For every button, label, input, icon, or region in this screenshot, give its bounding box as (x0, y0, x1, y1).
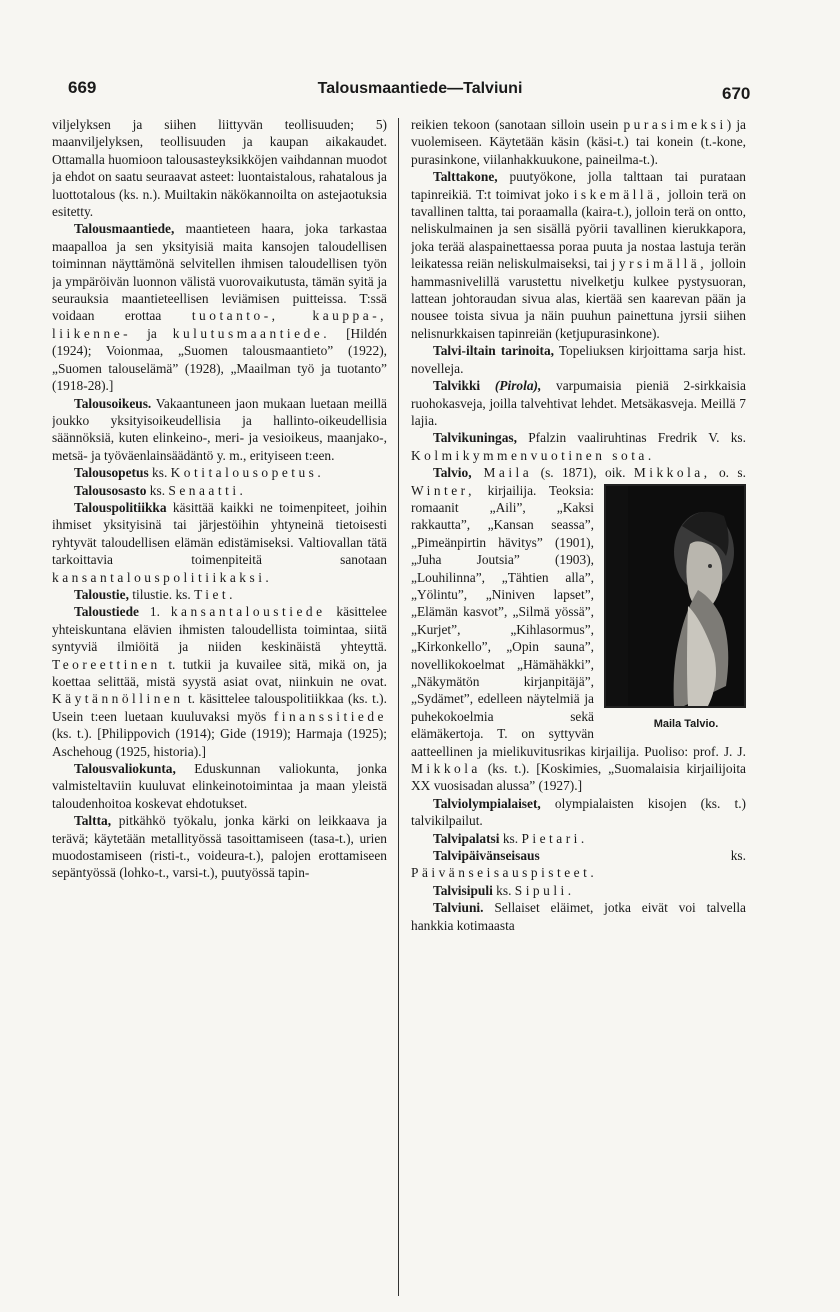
headword: Talvikuningas, (433, 430, 517, 446)
entry-continuation (411, 116, 746, 168)
entry-talvikki (411, 377, 746, 429)
headword: Talviolympialaiset, (433, 795, 541, 811)
entry-text: olympialaisten kisojen (ks. t.) talvikilpailut. (411, 795, 746, 829)
headword: Talousosasto (74, 482, 147, 498)
spaced-term: Mikkola, (633, 465, 711, 481)
entry-text: reikien tekoon (sanotaan silloin usein (411, 117, 624, 132)
cross-reference: Päivänseisauspisteet. (411, 865, 598, 881)
entry-text: Sellaiset eläimet, jotka eivät voi talvella hankkia kotimaasta (411, 900, 746, 933)
entry-talousvaliokunta (52, 760, 387, 812)
cross-reference: Sipuli. (514, 882, 575, 898)
entry-text: varpumaisia pieniä 2-sirkkaisia ruohokasveja, joilla talvehtivat lehdet. Metsäkasveja. Meillä 7 lajia. (411, 378, 746, 428)
entry-talvio (411, 464, 746, 795)
portrait-photo (604, 484, 746, 708)
entry-talousosasto (52, 482, 387, 499)
spaced-term: Maila (471, 465, 533, 481)
entry-talttakone (411, 168, 746, 342)
headword: Talousmaantiede, (74, 221, 175, 237)
entry-text: ks. (492, 882, 515, 898)
spaced-term: tuotanto-, kauppa-, liikenne- (52, 308, 387, 341)
entry-text: o. s. (710, 465, 746, 481)
headword: Talttakone, (433, 169, 498, 185)
headword: Talousvaliokunta, (74, 761, 176, 777)
entry-talousmaantiede (52, 220, 387, 394)
entry-talviolympialaiset (411, 795, 746, 830)
page-number-left: 669 (68, 78, 97, 97)
column-divider (398, 118, 399, 1296)
entry-text: ) ja vuolemiseen. Käytetään käsin (käsi-t.) tai konein (t.-kone, purasinkone, viilanhakkuukone, paineilma-t.). (411, 117, 746, 167)
entry-text: ks. (146, 482, 169, 498)
entry-text: käsittelee yhteiskuntana elävien ihmisten taloudellista toimintaa, siitä syntyviä ilmiöitä ja niiden keskinäistä yhteyttä. (52, 604, 387, 655)
portrait-caption: Maila Talvio. (653, 717, 719, 730)
entry-text: pitkähkö työkalu, jonka kärki on leikkaava ja terävä; käytetään metallityössä tasoittamiseen (tasa-t.), urien muodostamiseen (risti-t., voideura-t.), palojen erottamiseen sepäntyössä (lohko-t., varsi-t.), puutyössä tapin- (52, 813, 387, 881)
entry-text: ks. (539, 848, 746, 864)
spaced-term: Mikkola (411, 761, 481, 777)
spaced-term: purasimeksi (623, 117, 727, 132)
entry-text: puutyökone, jolla talttaan tai purataan tapinreikiä. T:t toimivat joko (411, 169, 746, 202)
headword: Talvikki (433, 378, 481, 394)
entry-text: kirjailija. Teoksia: romaanit „Aili”, „Kaksi rakkautta”, „Kansan seassa”, „Pimeänpirtin hävitys” (1901), „Juha Joutsia” (1903), „Louhilinna”, „Tähtien alla”, „Yölintu”, „Niniven lapset”, „Elämän kasvot”, „Silmä yössä”, „Kurjet”, „Kihlasormus”, „Kirkonkello”, „Opin sauna”, novellikokoelmat „Hämähäkki”, „Näkymätön kirjanpitäjä”, „Sydämet”, edelleen näytelmiä ja puhekokoelmia sekä elämäkertoja. T. on syttyvän aatteellinen ja mielikuvitusrikas kirjailija. Puoliso: prof. J. J. (411, 482, 746, 759)
cross-reference: Kolmikymmenvuotinen sota. (411, 447, 655, 463)
headword: Talousoikeus. (74, 395, 152, 411)
headword: Talousopetus (74, 465, 149, 481)
entry-talviuni (411, 899, 746, 934)
cross-reference: Tiet. (194, 586, 237, 602)
entry-text: jolloin terä on tavallinen taltta, tai poraamalla (kaira-t.), jolloin terä on ontto, neliskulmainen ja sen sisällä pyörii tavallinen kierukkapora, joka terää alaspainettaessa poraa puuta ja nostaa lastuja terän leikatessa reiän neliskulmaiseksi, tai (411, 186, 746, 272)
entry-taloustie (52, 586, 387, 603)
right-column (411, 116, 746, 1306)
cross-reference: Kotitalousopetus. (170, 465, 325, 481)
running-title: Talousmaantiede—Talviuni (317, 80, 523, 97)
headword: Talouspolitiikka (74, 499, 167, 515)
portrait-figure (604, 484, 746, 733)
entry-talousoikeus (52, 395, 387, 465)
spaced-term: Teoreettinen (52, 656, 161, 672)
portrait-image (628, 486, 746, 706)
headword: Taloustiede (74, 604, 139, 620)
entry-text: tilustie. ks. (128, 586, 195, 602)
entry-taloustiede (52, 603, 387, 760)
headword: Taloustie, (74, 586, 129, 602)
entry-text: 1. (138, 604, 171, 620)
headword: Talviuni. (433, 900, 484, 916)
spaced-term: jyrsimällä, (611, 256, 708, 272)
spaced-term: kansantaloustiede (170, 604, 326, 620)
entry-text: (ks. t.). [Philippovich (1914); Gide (1919); Harmaja (1925); Aschehoug (1925, historia).] (52, 726, 387, 759)
headword: Talvipalatsi (433, 830, 500, 846)
entry-continuation: viljelyksen ja siihen liittyvän teollisuuden; 5) maanviljelyksen, teollisuuden ja kaupan aikakaudet. Ottamalla huomioon talousasteyksikköjen vaihdannan muodot ja ehdot on saatu seuraavat asteet: luontaistalous, rahatalous ja luottotalous (ks. n.). Muiltakin näkökannoilta on astejaotuksia esitetty. (52, 117, 387, 220)
entry-text: (ks. t.). [Koskimies, „Suomalaisia kirjailijoita XX vuosisadan alussa” (1927).] (411, 761, 746, 794)
headword: Talvio, (433, 465, 472, 481)
entry-talousopetus (52, 464, 387, 481)
entry-text: [Hildén (1924); Voionmaa, „Suomen talousmaantieto” (1922), „Suomen talouselämä” (1928), „Maailman työ ja tuotanto” (1918-28).] (52, 325, 387, 394)
latin-name: (Pirola), (480, 378, 542, 394)
entry-text: ja (131, 325, 173, 341)
entry-talvikuningas (411, 429, 746, 464)
entry-text: t. tutkii ja kuvailee sitä, mikä on, ja koettaa selittää, mistä syystä asiat ovat, niinkuin ne ovat. (52, 656, 387, 689)
cross-reference: Pietari. (521, 830, 588, 846)
spaced-term: finanssitiede (273, 708, 387, 724)
spaced-term: kulutusmaantiede. (172, 325, 331, 341)
headword: Talvipäivänseisaus (433, 848, 540, 864)
headword: Talvisipuli (433, 882, 493, 898)
entry-taltta (52, 812, 387, 882)
cross-reference: Senaatti. (168, 482, 247, 498)
spaced-term: Käytännöllinen (52, 691, 184, 707)
entry-text: Topeliuksen kirjoittama sarja hist. novelleja. (411, 343, 746, 376)
entry-text: ks. (148, 465, 171, 481)
entry-text: Eduskunnan valiokunta, jonka valmisteltaviin kuuluvat elinkeinotoimintaa ja maan yleistä taloudenhoitoa koskevat ehdotukset. (52, 761, 387, 811)
entry-text: t. käsittelee talouspolitiikkaa (ks. t.). Usein t:een luetaan kuuluvaksi myös (52, 691, 387, 724)
left-column (52, 116, 387, 1306)
entry-text: käsittää kaikki ne toimenpiteet, joihin ihmiset yksityisinä tai järjestöihin yhtyneinä tietoisesti ryhtyvät taloudellisen elämän edistämiseksi. Valtiovallan tätä tarkoittavia toimenpiteitä sanotaan (52, 499, 387, 568)
entry-talvipalatsi (411, 830, 746, 847)
entry-talouspolitiikka (52, 499, 387, 586)
entry-talvipaivanseisaus (411, 847, 746, 882)
entry-text: jolloin hammasnivelillä varustettu nivelketju kulkee pystysuoran, lattean johtoraudan sivua alas, kiertää sen kaarevan pään ja nousee toista sivua ja näin puuhun painettuna jyrsii siihen nelisnurkkaisen tapinreiän (ketjupurasinkone). (411, 256, 746, 341)
entry-text: ks. (499, 830, 522, 846)
page-number-right: 670 (722, 84, 751, 103)
spaced-term: iskemällä, (573, 186, 664, 202)
headword: Talvi-iltain tarinoita, (433, 343, 554, 359)
entry-text: (s. 1871), oik. (532, 465, 634, 481)
entry-text: maantieteen haara, joka tarkastaa maapalloa ja sen yksityisiä maita kansojen taloudellisen toiminnan näyttämönä selvitellen ihmisen taloudellisen työn ja ympäröivän luonnon välistä vuorovaikutusta, tämän syitä ja seurauksia maantieteellisen leviämisen puitteissa. T:ssä voidaan erottaa (52, 221, 387, 324)
spaced-term: kansantalouspolitiikaksi. (52, 569, 273, 585)
entry-talvi-iltain-tarinoita (411, 342, 746, 377)
entry-text: Vakaantuneen jaon mukaan luetaan meillä joukko yksityisoikeudellisia ja hallinto-oikeudellisia säännöksiä, kuten elinkeino-, meri- ja vesioikeus, maanjako-, metsä- ja työväenlainsäädäntö y. m., erityiseen t:een. (52, 395, 387, 463)
spaced-term: Winter, (411, 482, 475, 498)
entry-talvisipuli (411, 882, 746, 899)
entry-text: Pfalzin vaaliruhtinas Fredrik V. ks. (517, 430, 746, 446)
headword: Taltta, (74, 813, 112, 829)
